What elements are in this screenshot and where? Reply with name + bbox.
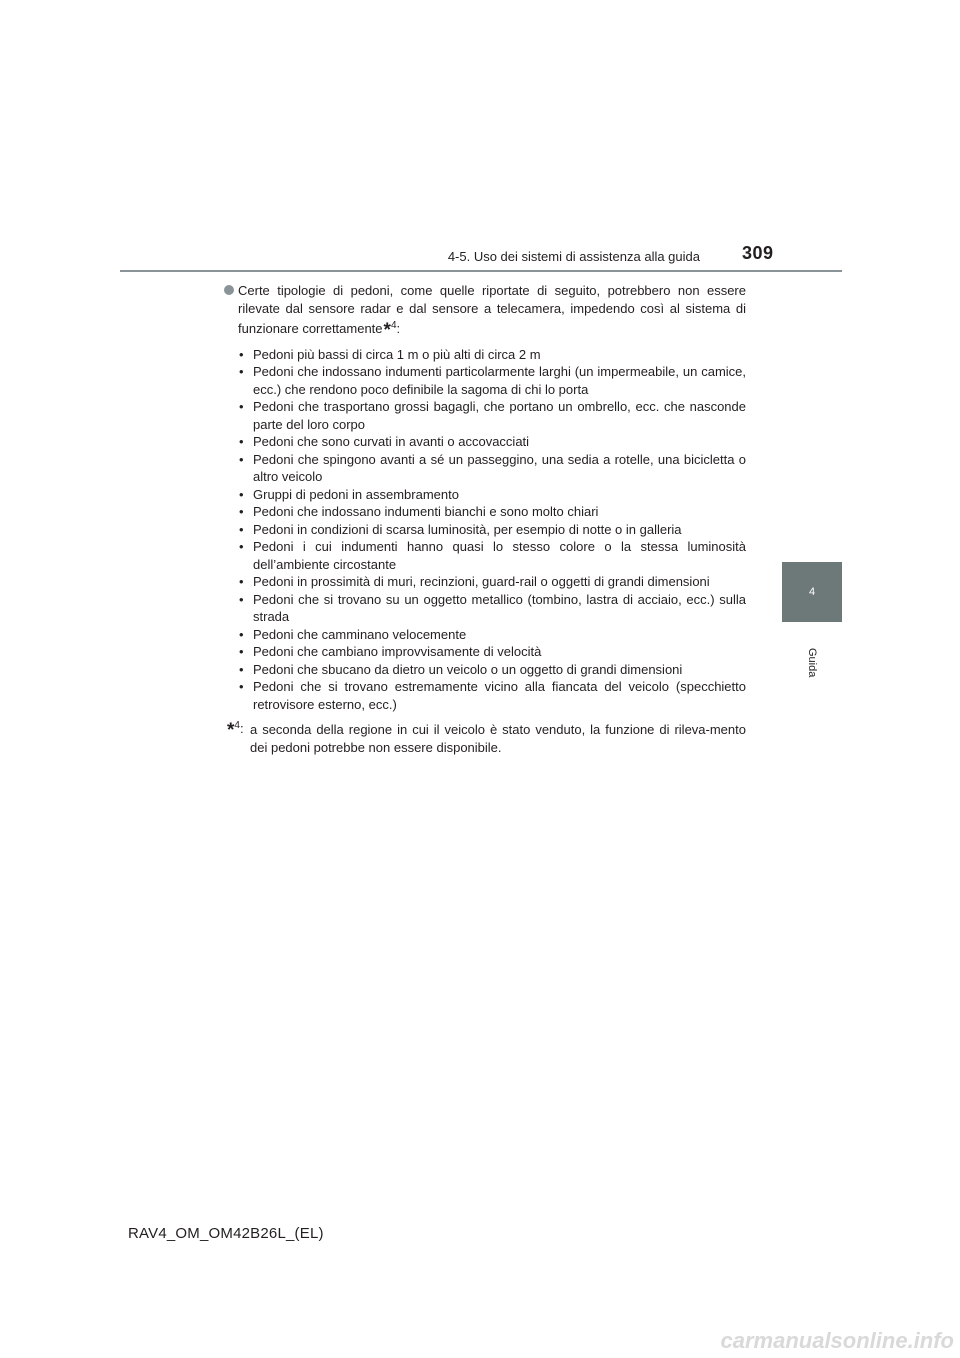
list-item: • Pedoni che indossano indumenti particolarmente larghi (un impermeabile, un camice, ecc.) che rendono poco definibile la sagoma di chi lo porta — [238, 363, 746, 398]
footnote-ref: 4 — [390, 320, 397, 331]
list-item: • Pedoni che si trovano estremamente vicino alla fiancata del veicolo (specchietto retrovisore esterno, ecc.) — [238, 678, 746, 713]
footnote-star-icon: * — [383, 320, 391, 341]
page-content — [226, 282, 746, 756]
list-item: • Gruppi di pedoni in assembramento — [238, 486, 746, 504]
circle-bullet-icon — [224, 285, 234, 295]
list-item: • Pedoni che sbucano da dietro un veicolo o un oggetto di grandi dimensioni — [238, 661, 746, 679]
page-number: 309 — [742, 243, 774, 263]
watermark-logo: carmanualsonline.info — [720, 1328, 954, 1353]
section-title: 4-5. Uso dei sistemi di assistenza alla guida — [447, 249, 700, 264]
chapter-label: Guida — [806, 648, 818, 678]
footnote-text: a seconda della regione in cui il veicolo è stato venduto, la funzione di rileva-mento dei pedoni potrebbe non essere disponibile. — [250, 722, 746, 755]
document-code: RAV4_OM_OM42B26L_(EL) — [128, 1225, 324, 1242]
header-rule — [120, 270, 842, 272]
list-item: • Pedoni che si trovano su un oggetto metallico (tombino, lastra di acciaio, ecc.) sulla strada — [238, 591, 746, 626]
list-item: • Pedoni i cui indumenti hanno quasi lo stesso colore o la stessa luminosità dell’ambiente circostante — [238, 538, 746, 573]
footnote-colon: : — [239, 721, 244, 736]
lead-paragraph — [226, 282, 746, 340]
list-item: • Pedoni che indossano indumenti bianchi e sono molto chiari — [238, 503, 746, 521]
chapter-number: 4 — [808, 586, 816, 598]
footnote-star-icon: * — [227, 720, 235, 741]
footnote — [226, 721, 746, 756]
pedestrian-conditions-list — [226, 346, 746, 714]
list-item: • Pedoni in condizioni di scarsa luminosità, per esempio di notte o in galleria — [238, 521, 746, 539]
footnote-mark — [226, 717, 244, 740]
chapter-tab[interactable] — [782, 562, 842, 622]
footnote-number: 4 — [234, 720, 240, 731]
list-item: • Pedoni che camminano velocemente — [238, 626, 746, 644]
list-item: • Pedoni che spingono avanti a sé un passeggino, una sedia a rotelle, una bicicletta o altro veicolo — [238, 451, 746, 486]
list-item: • Pedoni che trasportano grossi bagagli, che portano un ombrello, ecc. che nasconde parte del loro corpo — [238, 398, 746, 433]
lead-colon: : — [396, 321, 401, 336]
list-item: • Pedoni che sono curvati in avanti o accovacciati — [238, 433, 746, 451]
lead-text: Certe tipologie di pedoni, come quelle riportate di seguito, potrebbero non essere rilevate dal sensore radar e dal sensore a telecamera, impedendo così al sistema di funzionare correttamente — [238, 283, 746, 336]
list-item: • Pedoni più bassi di circa 1 m o più alti di circa 2 m — [238, 346, 746, 364]
list-item: • Pedoni che cambiano improvvisamente di velocità — [238, 643, 746, 661]
list-item: • Pedoni in prossimità di muri, recinzioni, guard-rail o oggetti di grandi dimensioni — [238, 573, 746, 591]
